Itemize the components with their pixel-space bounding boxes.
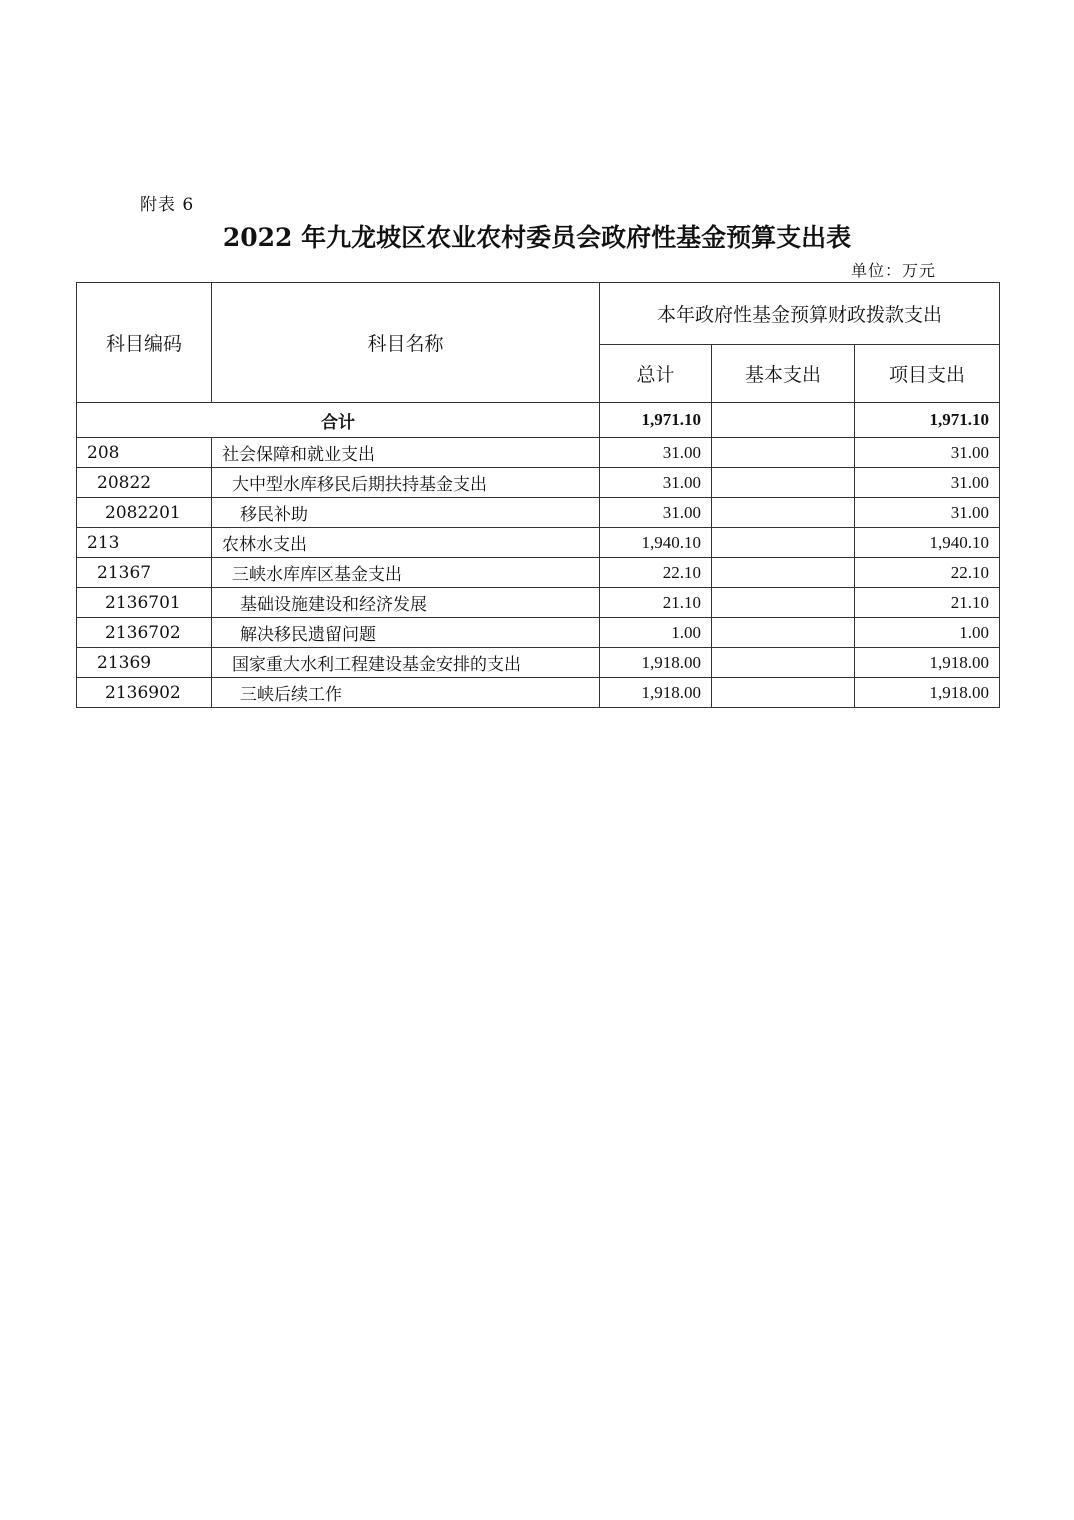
table-row: [77, 558, 1000, 588]
document-title: 2022 年九龙坡区农业农村委员会政府性基金预算支出表: [222, 223, 852, 252]
row-project: 1,918.00: [855, 648, 1000, 678]
header-basic: 基本支出: [712, 345, 855, 403]
row-code: 2136702: [77, 618, 212, 648]
row-code: 2082201: [77, 498, 212, 528]
row-code: 213: [77, 528, 212, 558]
table-row: [77, 498, 1000, 528]
row-project: 1.00: [855, 618, 1000, 648]
row-project: 1,918.00: [855, 678, 1000, 708]
row-total: 31.00: [600, 498, 712, 528]
appendix-label: 附表 6: [140, 195, 195, 215]
row-basic: [712, 648, 855, 678]
row-name: 三峡水库库区基金支出: [212, 558, 600, 588]
row-name: 移民补助: [212, 498, 600, 528]
row-total: 1,918.00: [600, 678, 712, 708]
row-total: 1.00: [600, 618, 712, 648]
row-total: 21.10: [600, 588, 712, 618]
row-total: 22.10: [600, 558, 712, 588]
row-basic: [712, 468, 855, 498]
row-basic: [712, 528, 855, 558]
row-project: 22.10: [855, 558, 1000, 588]
row-name: 农林水支出: [212, 528, 600, 558]
row-code: 2136902: [77, 678, 212, 708]
row-project: 31.00: [855, 468, 1000, 498]
total-row: [77, 403, 1000, 438]
header-code: 科目编码: [77, 283, 212, 403]
row-name: 三峡后续工作: [212, 678, 600, 708]
row-code: 21369: [77, 648, 212, 678]
total-total: 1,971.10: [600, 403, 712, 438]
row-name: 社会保障和就业支出: [212, 438, 600, 468]
budget-table: [76, 282, 1000, 708]
row-total: 1,940.10: [600, 528, 712, 558]
table-row: [77, 648, 1000, 678]
row-project: 31.00: [855, 498, 1000, 528]
table-row: [77, 588, 1000, 618]
header-row-top: [77, 283, 1000, 345]
row-basic: [712, 558, 855, 588]
header-project: 项目支出: [855, 345, 1000, 403]
total-basic: [712, 403, 855, 438]
header-total: 总计: [600, 345, 712, 403]
header-group: 本年政府性基金预算财政拨款支出: [600, 283, 1000, 345]
row-basic: [712, 618, 855, 648]
row-project: 21.10: [855, 588, 1000, 618]
table-row: [77, 438, 1000, 468]
table-row: [77, 618, 1000, 648]
row-total: 31.00: [600, 438, 712, 468]
row-basic: [712, 498, 855, 528]
row-code: 2136701: [77, 588, 212, 618]
total-project: 1,971.10: [855, 403, 1000, 438]
row-project: 31.00: [855, 438, 1000, 468]
row-code: 21367: [77, 558, 212, 588]
row-code: 20822: [77, 468, 212, 498]
row-basic: [712, 588, 855, 618]
table-row: [77, 468, 1000, 498]
header-name: 科目名称: [212, 283, 600, 403]
row-name: 大中型水库移民后期扶持基金支出: [212, 468, 600, 498]
table-row: [77, 528, 1000, 558]
total-label: 合计: [77, 403, 600, 438]
row-code: 208: [77, 438, 212, 468]
row-name: 国家重大水利工程建设基金安排的支出: [212, 648, 600, 678]
unit-label: 单位：万元: [850, 261, 936, 280]
row-name: 解决移民遗留问题: [212, 618, 600, 648]
row-basic: [712, 438, 855, 468]
row-total: 1,918.00: [600, 648, 712, 678]
row-project: 1,940.10: [855, 528, 1000, 558]
row-name: 基础设施建设和经济发展: [212, 588, 600, 618]
row-total: 31.00: [600, 468, 712, 498]
row-basic: [712, 678, 855, 708]
table-row: [77, 678, 1000, 708]
